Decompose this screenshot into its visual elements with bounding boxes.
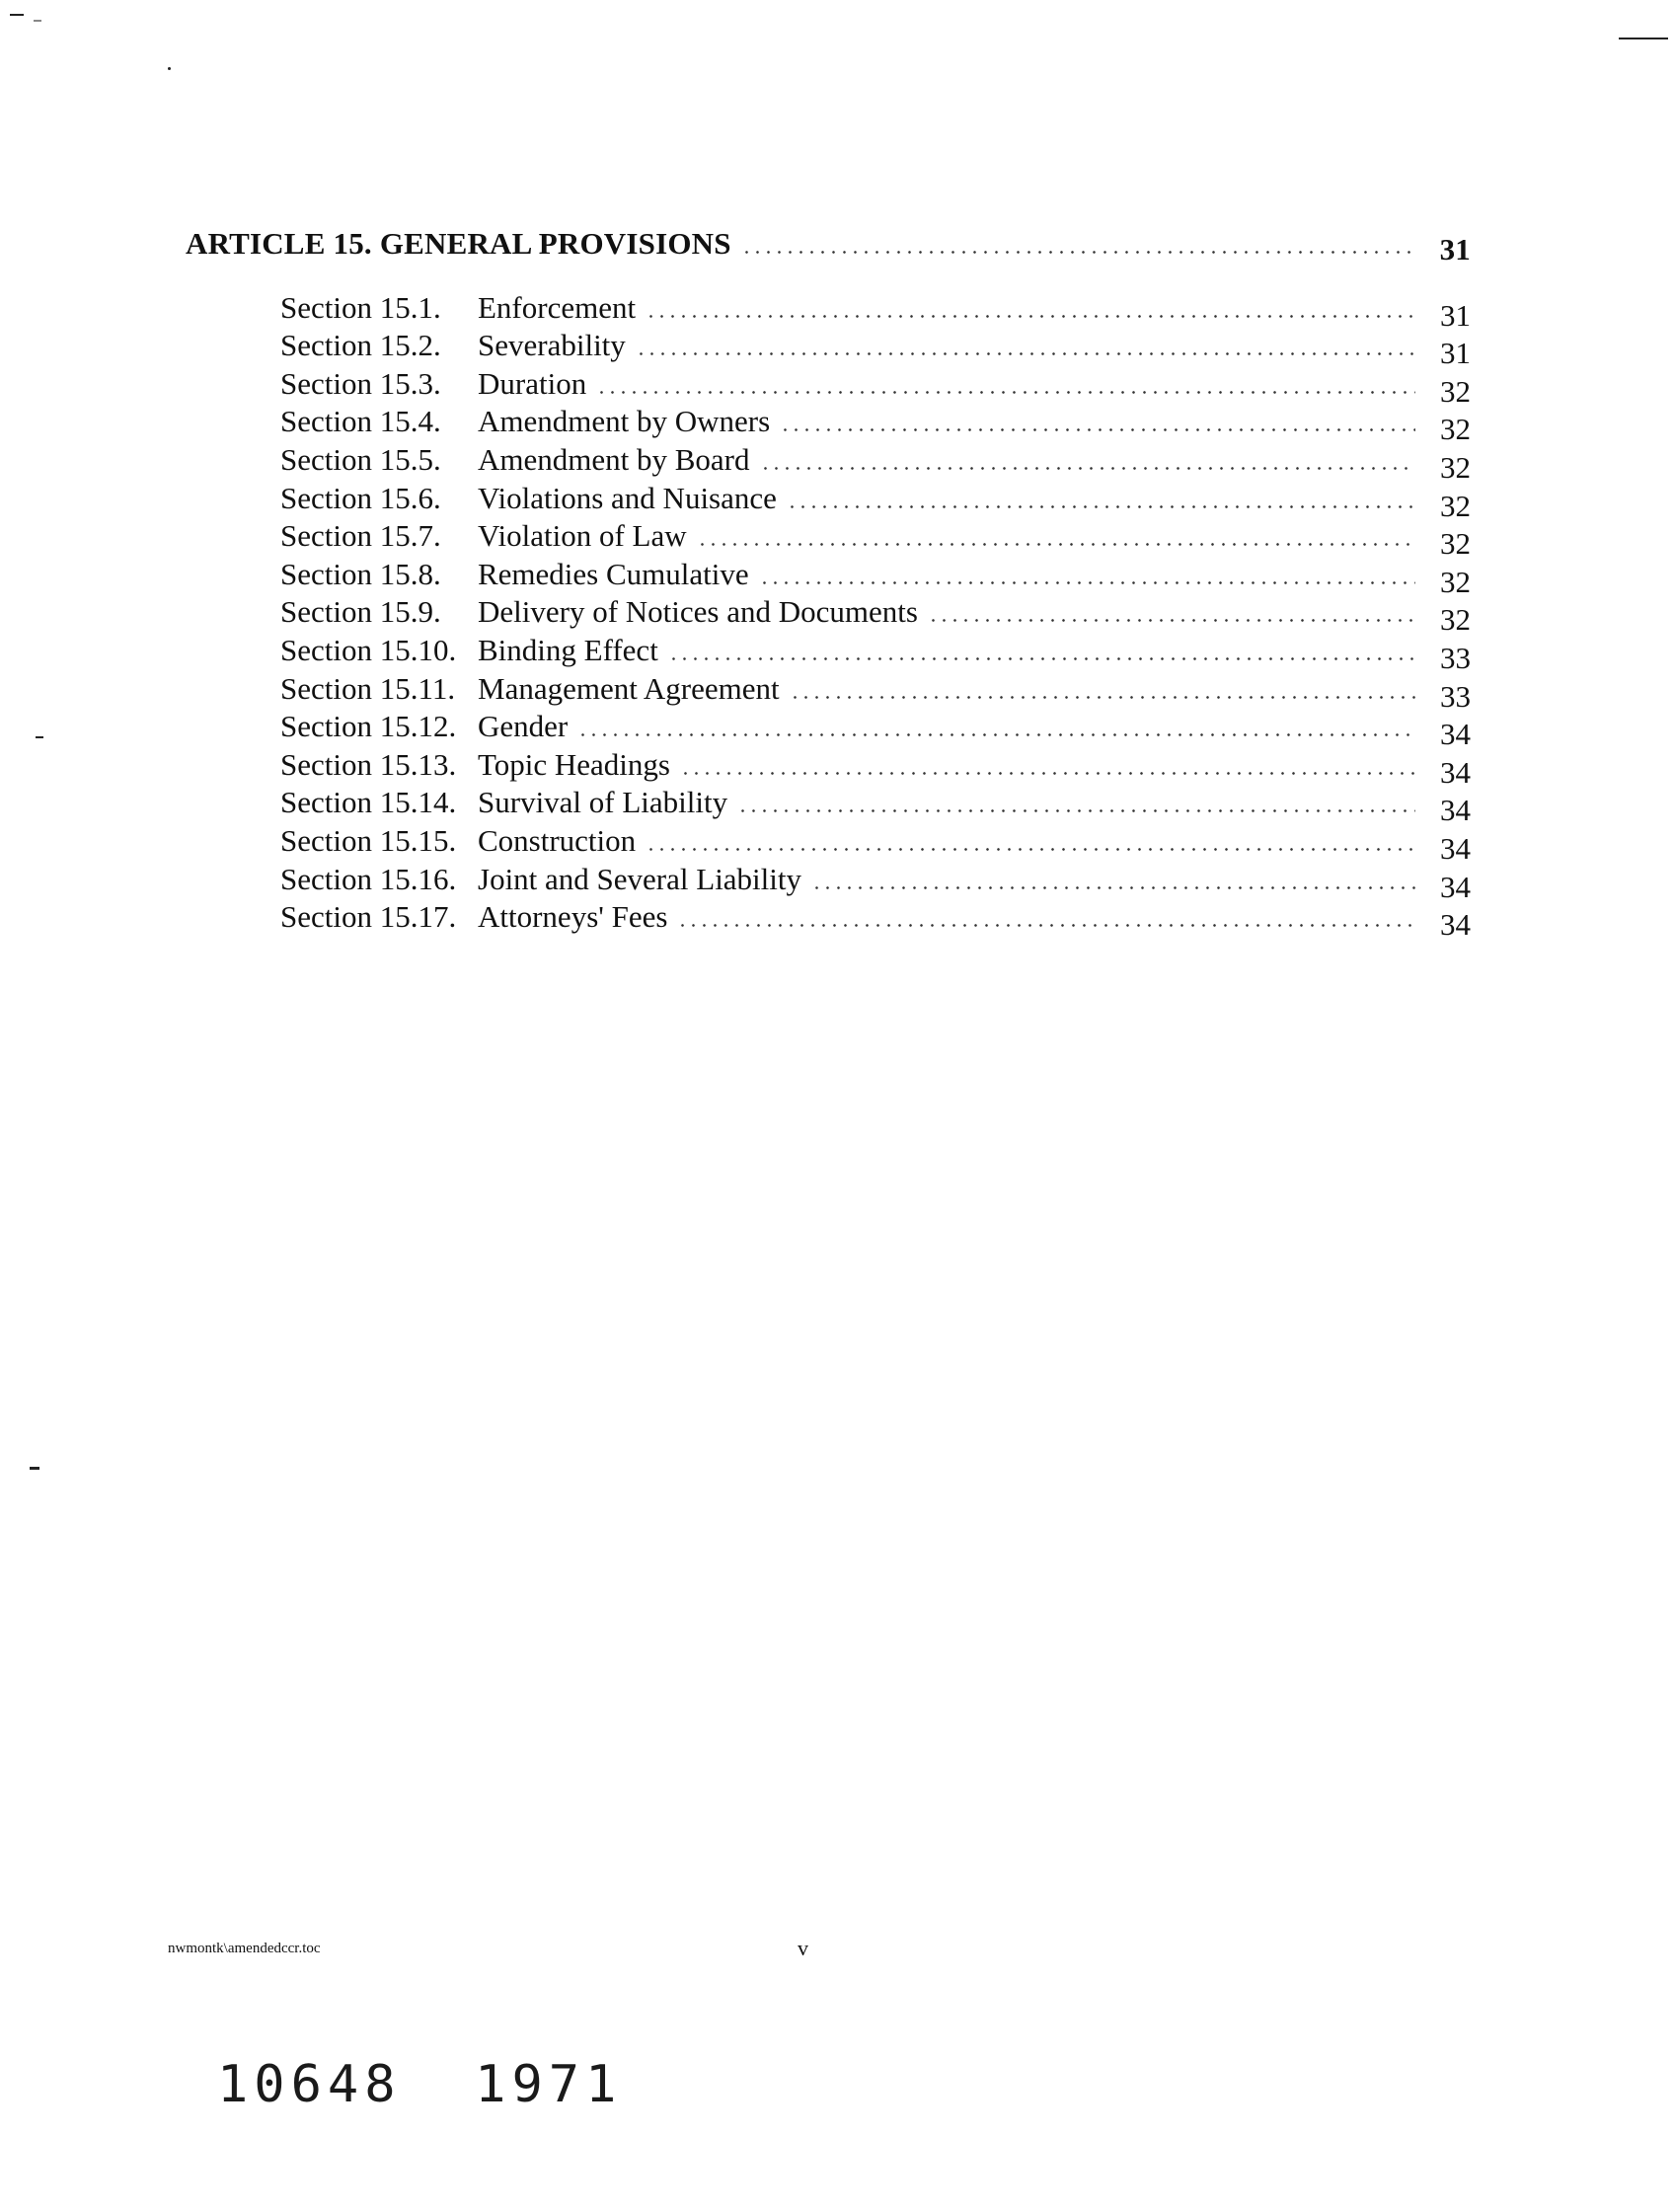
section-number: Section 15.15.	[280, 822, 457, 858]
dot-leader	[697, 543, 1415, 546]
dot-leader	[646, 848, 1415, 851]
dot-leader	[737, 809, 1415, 812]
toc-entry	[280, 668, 1471, 714]
section-number: Section 15.17.	[280, 899, 457, 935]
section-title: Topic Headings	[478, 746, 670, 782]
section-page-number: 33	[1440, 678, 1471, 714]
section-number: Section 15.14.	[280, 785, 457, 820]
section-page-number: 32	[1440, 564, 1471, 599]
toc-entry	[280, 326, 1471, 371]
scan-artifact	[30, 1467, 39, 1470]
section-title: Management Agreement	[478, 670, 780, 706]
dot-leader	[596, 391, 1415, 394]
footer-filename: nwmontk\amendedccr.toc	[168, 1941, 321, 1956]
toc-entry	[280, 592, 1471, 638]
section-page-number: 32	[1440, 488, 1471, 523]
section-page-number: 32	[1440, 526, 1471, 562]
section-page-number: 32	[1440, 412, 1471, 447]
scan-artifact	[168, 67, 171, 70]
scan-artifact	[34, 20, 41, 22]
section-page-number: 34	[1440, 869, 1471, 904]
section-number: Section 15.10.	[280, 632, 457, 667]
recording-stamp: 10648 1971	[217, 2055, 623, 2114]
section-page-number: 31	[1440, 336, 1471, 371]
toc-entry	[280, 630, 1471, 675]
section-page-number: 34	[1440, 793, 1471, 828]
scan-artifact	[36, 736, 43, 738]
toc-entry	[280, 744, 1471, 790]
section-title: Binding Effect	[478, 632, 658, 667]
section-page-number: 34	[1440, 830, 1471, 866]
scan-artifact	[10, 14, 24, 16]
section-number: Section 15.11.	[280, 670, 456, 706]
footer-page-number: v	[798, 1936, 808, 1960]
section-title: Amendment by Owners	[478, 404, 771, 439]
section-page-number: 33	[1440, 640, 1471, 675]
article-heading	[186, 212, 1471, 267]
section-title: Violations and Nuisance	[478, 480, 777, 515]
section-number: Section 15.16.	[280, 861, 457, 896]
section-number: Section 15.12.	[280, 709, 457, 744]
section-title: Amendment by Board	[478, 441, 750, 477]
section-title: Remedies Cumulative	[478, 556, 749, 591]
section-number: Section 15.7.	[280, 518, 441, 554]
section-number: Section 15.5.	[280, 441, 441, 477]
dot-leader	[741, 251, 1415, 254]
toc-entry	[280, 820, 1471, 866]
toc-entry	[280, 897, 1471, 943]
section-title: Enforcement	[478, 289, 637, 325]
dot-leader	[646, 315, 1415, 318]
section-title: Gender	[478, 709, 569, 744]
toc-entry	[280, 363, 1471, 409]
section-number: Section 15.4.	[280, 404, 441, 439]
dot-leader	[577, 733, 1415, 736]
dot-leader	[760, 467, 1415, 470]
section-number: Section 15.2.	[280, 328, 441, 363]
dot-leader	[680, 772, 1415, 775]
section-page-number: 34	[1440, 717, 1471, 752]
article-page-number: 31	[1439, 232, 1471, 267]
toc-entry	[280, 554, 1471, 599]
dot-leader	[668, 657, 1415, 660]
toc-entry	[280, 478, 1471, 523]
section-number: Section 15.8.	[280, 556, 441, 591]
section-page-number: 31	[1440, 297, 1471, 333]
section-number: Section 15.9.	[280, 594, 441, 630]
dot-leader	[928, 619, 1415, 622]
table-of-contents	[280, 287, 1471, 943]
dot-leader	[780, 428, 1415, 431]
section-page-number: 34	[1440, 754, 1471, 790]
section-page-number: 32	[1440, 449, 1471, 485]
section-title: Attorneys' Fees	[478, 899, 668, 935]
section-number: Section 15.3.	[280, 365, 441, 401]
section-title: Survival of Liability	[478, 785, 728, 820]
section-number: Section 15.13.	[280, 746, 457, 782]
section-title: Duration	[478, 365, 587, 401]
dot-leader	[811, 886, 1415, 889]
toc-entry	[280, 859, 1471, 904]
dot-leader	[759, 581, 1415, 584]
section-number: Section 15.1.	[280, 289, 441, 325]
scan-artifact	[1619, 38, 1668, 39]
toc-entry	[280, 707, 1471, 752]
toc-entry	[280, 402, 1471, 447]
toc-entry	[280, 439, 1471, 485]
section-page-number: 32	[1440, 373, 1471, 409]
section-title: Violation of Law	[478, 518, 687, 554]
dot-leader	[790, 696, 1415, 699]
dot-leader	[787, 505, 1415, 508]
toc-entry	[280, 783, 1471, 828]
toc-entry	[280, 516, 1471, 562]
toc-entry	[280, 287, 1471, 333]
section-title: Severability	[478, 328, 626, 363]
dot-leader	[677, 924, 1415, 927]
section-title: Construction	[478, 822, 637, 858]
section-page-number: 32	[1440, 602, 1471, 638]
dot-leader	[636, 352, 1415, 355]
section-page-number: 34	[1440, 907, 1471, 943]
article-title: ARTICLE 15. GENERAL PROVISIONS	[186, 226, 731, 261]
section-title: Joint and Several Liability	[478, 861, 802, 896]
section-title: Delivery of Notices and Documents	[478, 594, 918, 630]
section-number: Section 15.6.	[280, 480, 441, 515]
